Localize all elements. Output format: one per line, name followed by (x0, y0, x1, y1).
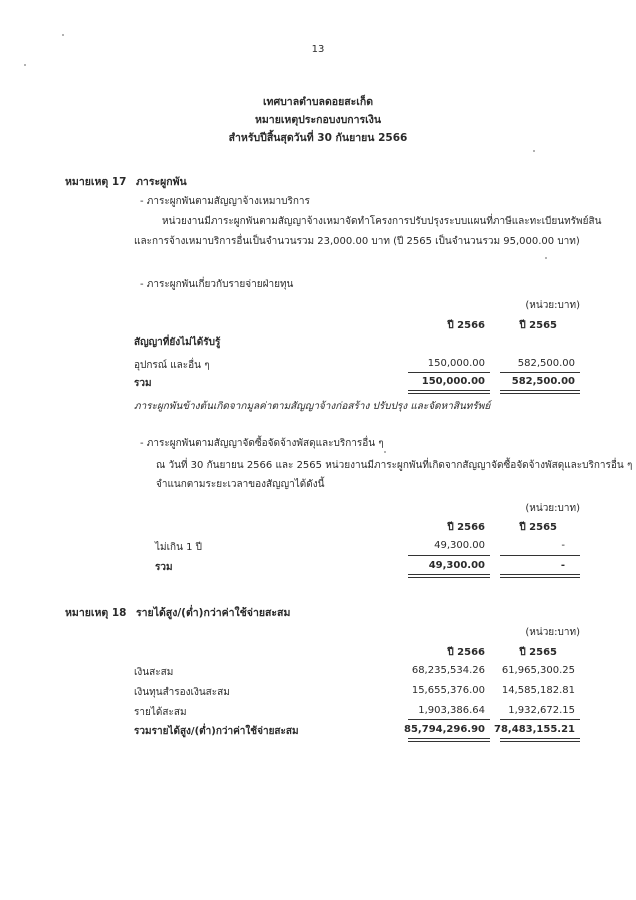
n18-line-1a (408, 719, 490, 720)
s2-line-2d (500, 393, 580, 394)
n18-line-2c (500, 738, 580, 739)
note17-s2-col1: ปี 2566 (447, 320, 485, 331)
scan-speck (24, 64, 26, 66)
note17-s3-col1: ปี 2566 (447, 522, 485, 533)
note18-title: รายได้สูง/(ต่ำ)กว่าค่าใช้จ่ายสะสม (136, 607, 291, 619)
note17-s2-total-v1: 150,000.00 (421, 376, 485, 387)
note18-row-v2: 61,965,300.25 (501, 665, 575, 676)
note17-s3-title: - ภาระผูกพันตามสัญญาจัดซื้อจัดจ้างพัสดุและบริการอื่น ๆ (140, 438, 384, 449)
s2-line-2b (408, 393, 490, 394)
note17-s3-total-v1: 49,300.00 (428, 560, 485, 571)
note17-s1-title: - ภาระผูกพันตามสัญญาจ้างเหมาบริการ (140, 196, 310, 207)
note18-row-label: เงินสะสม (134, 667, 174, 678)
note17-s3-total-label: รวม (155, 562, 173, 573)
s2-line-2a (408, 390, 490, 391)
note18-total-v1: 85,794,296.90 (404, 724, 485, 735)
note17-s3-p1: ณ วันที่ 30 กันยายน 2566 และ 2565 หน่วยงานมีภาระผูกพันที่เกิดจากสัญญาจัดซื้อจัดจ้างพัสดุและบริการอื่น ๆ (156, 460, 633, 471)
note17-s3-unit: (หน่วย:บาท) (525, 503, 580, 514)
note17-s2-total-v2: 582,500.00 (511, 376, 575, 387)
header-title: หมายเหตุประกอบงบการเงิน (254, 114, 382, 126)
note17-label: หมายเหตุ 17 (65, 176, 127, 188)
note18-row-v1: 1,903,386.64 (418, 705, 485, 716)
note18-col1: ปี 2566 (447, 647, 485, 658)
note17-s2-row-v2: 582,500.00 (517, 358, 575, 369)
n18-line-1b (500, 719, 580, 720)
note18-total-label: รวมรายได้สูง/(ต่ำ)กว่าค่าใช้จ่ายสะสม (134, 726, 299, 737)
scan-speck (533, 150, 535, 152)
n18-line-2a (408, 738, 490, 739)
header-org: เทศบาลตำบลดอยสะเก็ด (262, 96, 374, 108)
s3-line-2d (500, 577, 580, 578)
note17-s2-title: - ภาระผูกพันเกี่ยวกับรายจ่ายฝ่ายทุน (140, 279, 294, 290)
note18-row-v2: 14,585,182.81 (501, 685, 575, 696)
s3-line-1a (408, 555, 490, 556)
note17-s2-total-label: รวม (134, 378, 152, 389)
s2-line-2c (500, 390, 580, 391)
note17-s3-row-label: ไม่เกิน 1 ปี (155, 542, 202, 553)
note18-total-v2: 78,483,155.21 (494, 724, 575, 735)
scan-speck (384, 451, 386, 453)
note17-s1-p1: หน่วยงานมีภาระผูกพันตามสัญญาจ้างเหมาจัดทำโครงการปรับปรุงระบบแผนที่ภาษีและทะเบียนทรัพย์สิน (162, 216, 602, 227)
note18-col2: ปี 2565 (519, 647, 557, 658)
n18-line-2b (408, 741, 490, 742)
note17-s1-p2: และการจ้างเหมาบริการอื่นเป็นจำนวนรวม 23,000.00 บาท (ปี 2565 เป็นจำนวนรวม 95,000.00 บาท) (134, 236, 580, 247)
n18-line-2d (500, 741, 580, 742)
note17-title: ภาระผูกพัน (136, 176, 187, 188)
note18-row-v1: 68,235,534.26 (411, 665, 485, 676)
s2-line-1b (500, 372, 580, 373)
scan-speck (62, 34, 64, 36)
scan-speck (545, 257, 547, 259)
s3-line-2a (408, 574, 490, 575)
note17-s2-unit: (หน่วย:บาท) (525, 300, 580, 311)
s2-line-1a (408, 372, 490, 373)
note18-label: หมายเหตุ 18 (65, 607, 127, 619)
page-number: 13 (311, 44, 325, 55)
note17-s2-row-label: อุปกรณ์ และอื่น ๆ (134, 360, 210, 371)
note18-row-v1: 15,655,376.00 (411, 685, 485, 696)
note17-s2-row-v1: 150,000.00 (427, 358, 485, 369)
note17-s3-p2: จำแนกตามระยะเวลาของสัญญาได้ดังนี้ (156, 479, 325, 490)
header-period: สำหรับปีสิ้นสุดวันที่ 30 กันยายน 2566 (228, 132, 408, 144)
note17-s2-col2: ปี 2565 (519, 320, 557, 331)
note18-row-label: รายได้สะสม (134, 707, 187, 718)
s3-line-2b (408, 577, 490, 578)
note17-s3-total-v2: - (560, 560, 565, 571)
note17-s3-row-v1: 49,300.00 (434, 540, 485, 551)
note17-s2-note: ภาระผูกพันข้างต้นเกิดจากมูลค่าตามสัญญาจ้างก่อสร้าง ปรับปรุง และจัดหาสินทรัพย์ (134, 401, 491, 412)
note17-s2-sub: สัญญาที่ยังไม่ได้รับรู้ (134, 337, 221, 348)
s3-line-2c (500, 574, 580, 575)
note17-s3-row-v2: - (561, 540, 565, 551)
note18-row-label: เงินทุนสำรองเงินสะสม (134, 687, 230, 698)
note18-unit: (หน่วย:บาท) (525, 627, 580, 638)
note18-row-v2: 1,932,672.15 (508, 705, 575, 716)
note17-s3-col2: ปี 2565 (519, 522, 557, 533)
s3-line-1b (500, 555, 580, 556)
